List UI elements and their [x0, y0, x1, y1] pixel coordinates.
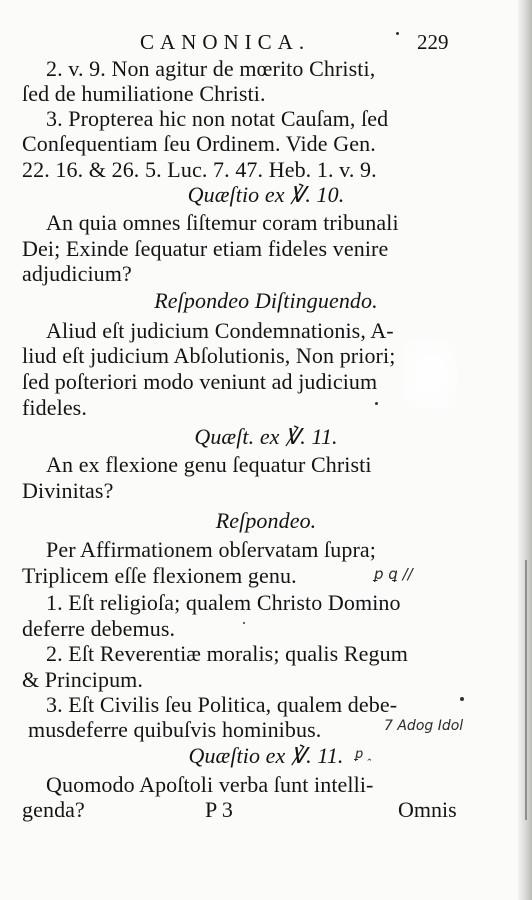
handwritten-note: ꝑ ꞈ	[355, 747, 372, 762]
text-line: Per Affirmationem obſervatam ſupra;	[46, 537, 376, 562]
question-heading: Quæſt. ex ℣. 11.	[194, 424, 338, 449]
page-number: 229	[417, 30, 449, 54]
text-line: An quia omnes ſiſtemur coram tribunali	[46, 210, 399, 235]
question-heading: Quæſtio ex ℣. 11.	[188, 743, 344, 768]
print-smudge	[404, 340, 458, 410]
text-line: & Principum.	[22, 667, 143, 692]
text-line: liud eſt judicium Abſolutionis, Non priori;	[22, 343, 396, 368]
text-line: Aliud eſt judicium Condemnationis, A-	[46, 318, 394, 343]
text-line: 3. Eſt Civilis ſeu Politica, qualem debe-	[46, 692, 398, 717]
text-line: musdeferre quibuſvis hominibus.	[28, 717, 322, 742]
text-line: deferre debemus.	[22, 616, 176, 641]
handwritten-note: ꝑ ꝗ //	[374, 565, 413, 583]
text-line: 3. Propterea hic non notat Cauſam, ſed	[46, 106, 389, 131]
catchword: Omnis	[398, 797, 457, 822]
text-line: ſed de humiliatione Christi.	[22, 81, 266, 106]
ink-speck	[375, 402, 378, 405]
text-line: 2. Eſt Reverentiæ moralis; qualis Regum	[46, 641, 408, 666]
page-edge-stripe	[525, 560, 527, 820]
text-line: An ex flexione genu ſequatur Christi	[46, 452, 372, 477]
text-line: 1. Eſt religioſa; qualem Christo Domino	[46, 590, 401, 615]
text-line: fideles.	[22, 395, 87, 420]
text-line: Quomodo Apoſtoli verba ſunt intelli-	[46, 772, 374, 797]
question-heading: Quæſtio ex ℣. 10.	[187, 182, 345, 207]
text-line: ſed poſteriori modo veniunt ad judicium	[22, 369, 378, 394]
text-line: Conſequentiam ſeu Ordinem. Vide Gen.	[22, 131, 376, 156]
text-line: Divinitas?	[22, 478, 114, 503]
running-title: CANONICA.	[140, 30, 311, 54]
handwritten-note: 7 Adog Idol	[384, 718, 464, 734]
text-line: Triplicem eſſe flexionem genu.	[22, 563, 297, 588]
text-line: 22. 16. & 26. 5. Luc. 7. 47. Heb. 1. v. 9.	[22, 157, 377, 182]
text-line: adjudicium?	[22, 261, 132, 286]
text-line: Dei; Exinde ſequatur etiam fideles venire	[22, 236, 389, 261]
ink-speck	[460, 697, 464, 701]
ink-speck	[396, 32, 399, 35]
text-line: genda?	[22, 797, 85, 822]
signature-mark: P 3	[205, 797, 233, 822]
text-line: 2. v. 9. Non agitur de mœrito Christi,	[46, 56, 376, 81]
response-heading: Reſpondeo.	[215, 508, 317, 533]
response-heading: Reſpondeo Diſtinguendo.	[154, 288, 378, 313]
ink-speck	[243, 622, 245, 624]
